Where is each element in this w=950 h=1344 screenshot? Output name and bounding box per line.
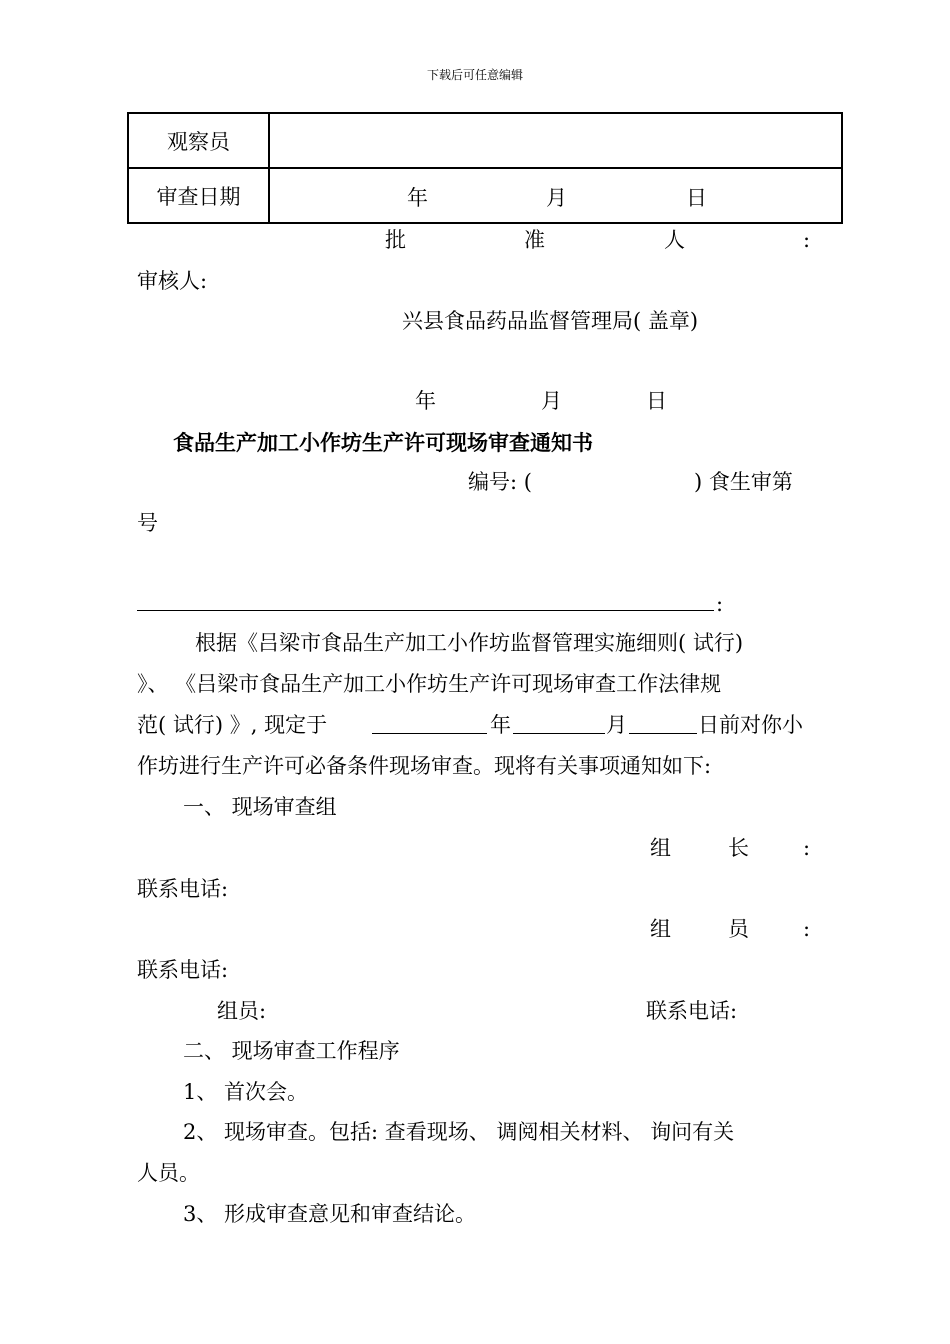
issuing-organization: 兴县食品药品监督管理局( 盖章) <box>402 309 699 333</box>
review-info-table <box>127 112 843 224</box>
observer-value-cell <box>269 113 842 168</box>
procedure-item-3: 3、 形成审查意见和审查结论。 <box>183 1202 477 1226</box>
review-date-cell <box>269 168 842 223</box>
approver-char-3: 人 <box>664 228 685 252</box>
number-prefix: 编号: ( <box>468 470 532 494</box>
review-date-row <box>128 168 842 223</box>
section-1-heading: 一、 现场审查组 <box>183 795 337 819</box>
member-2-label: 组员: <box>217 999 267 1023</box>
leader-phone-label: 联系电话: <box>137 877 229 901</box>
month-blank-line <box>513 733 605 734</box>
approval-month: 月 <box>541 389 562 413</box>
addressee-blank-line <box>137 610 714 611</box>
member-phone-label: 联系电话: <box>137 958 229 982</box>
paragraph-line-3-end: 日前对你小 <box>698 713 803 737</box>
paragraph-line-4: 作坊进行生产许可必备条件现场审查。现将有关事项通知如下: <box>137 754 712 778</box>
date-year: 年 <box>407 186 428 210</box>
procedure-item-2-line-1: 2、 现场审查。包括: 查看现场、 调阅相关材料、 询问有关 <box>183 1120 735 1144</box>
paragraph-line-1: 根据《吕梁市食品生产加工小作坊监督管理实施细则( 试行) <box>195 631 744 655</box>
approval-year: 年 <box>415 389 436 413</box>
year-blank-line <box>372 733 487 734</box>
member-char-2: 员 <box>728 917 749 941</box>
number-suffix: ) 食生审第 <box>694 470 793 494</box>
date-month: 月 <box>546 186 567 210</box>
approver-char-2: 准 <box>524 228 545 252</box>
leader-char-1: 组 <box>650 836 671 860</box>
reviewer-label: 审核人: <box>137 269 208 293</box>
review-date-label: 审查日期 <box>128 168 269 223</box>
leader-colon: : <box>803 836 811 860</box>
addressee-colon: : <box>716 592 724 616</box>
notice-title: 食品生产加工小作坊生产许可现场审查通知书 <box>173 430 593 455</box>
approval-day: 日 <box>646 389 667 413</box>
approver-char-1: 批 <box>385 228 406 252</box>
download-note: 下载后可任意编辑 <box>426 68 523 82</box>
approver-colon: : <box>803 228 811 252</box>
paragraph-year: 年 <box>490 713 511 737</box>
member-colon: : <box>803 917 811 941</box>
number-end: 号 <box>137 511 158 535</box>
paragraph-line-3-start: 范( 试行) 》, 现定于 <box>137 713 328 737</box>
procedure-item-2-line-2: 人员。 <box>137 1161 200 1185</box>
date-day: 日 <box>686 186 707 210</box>
paragraph-month: 月 <box>606 713 627 737</box>
procedure-item-1: 1、 首次会。 <box>183 1080 309 1104</box>
section-2-heading: 二、 现场审查工作程序 <box>183 1039 400 1063</box>
leader-char-2: 长 <box>728 836 749 860</box>
paragraph-line-2: 》、 《吕梁市食品生产加工小作坊生产许可现场审查工作法律规 <box>137 672 722 696</box>
member-char-1: 组 <box>650 917 671 941</box>
member-2-phone-label: 联系电话: <box>646 999 738 1023</box>
day-blank-line <box>629 733 697 734</box>
observer-label: 观察员 <box>128 113 269 168</box>
observer-row <box>128 113 842 168</box>
